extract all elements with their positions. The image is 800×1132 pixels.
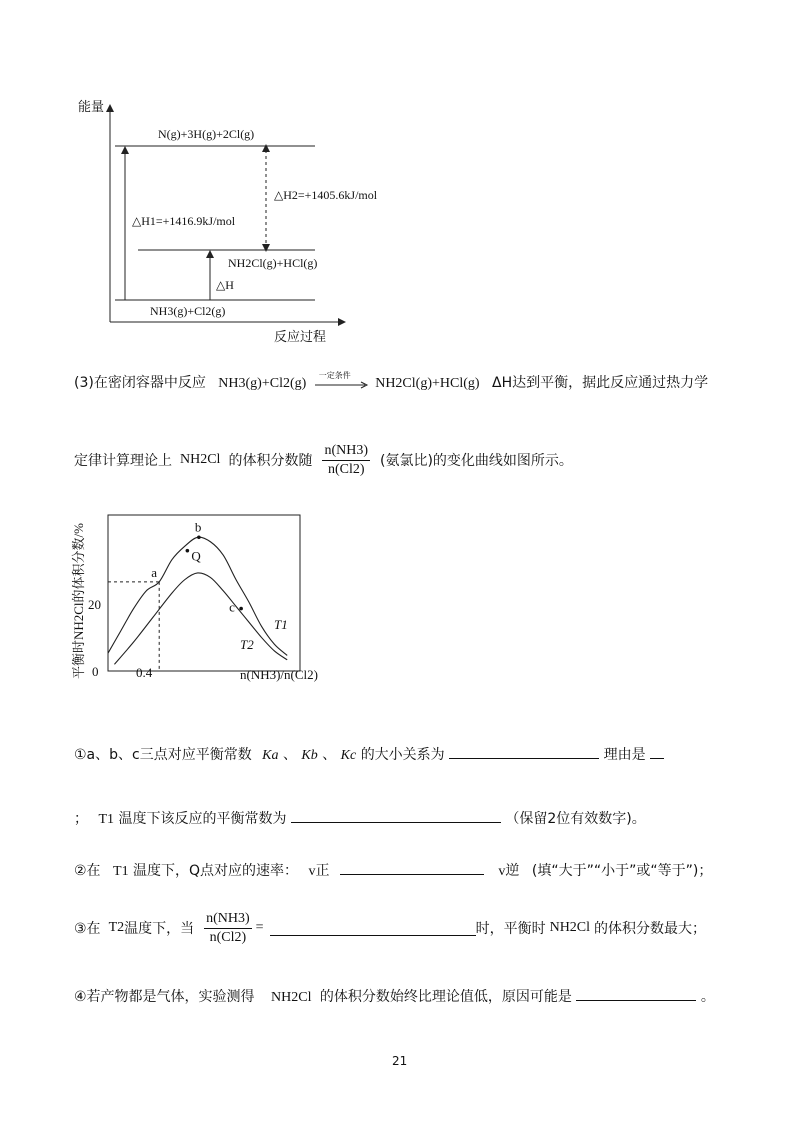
species-nh2cl: NH2Cl: [180, 452, 221, 467]
item3-equals: =: [255, 920, 264, 935]
item1b-suffix: （保留2位有效数字)。: [505, 811, 646, 827]
chart-x-tick-0-4: 0.4: [136, 665, 153, 680]
item4-prefix: ④若产物都是气体，实验测得: [74, 989, 255, 1005]
answer-blank-k-value[interactable]: [291, 808, 501, 823]
ammonia-chlorine-ratio: [322, 443, 370, 478]
item1-reason: 理由是: [603, 747, 646, 763]
q3-line2-mid: 的体积分数随: [228, 453, 313, 469]
point-label-q: Q: [191, 548, 201, 564]
ka-symbol: Ka: [262, 748, 279, 763]
item1b: [74, 808, 646, 828]
q3-line1-suffix: ΔH达到平衡，据此反应通过热力学: [492, 375, 709, 391]
item2-text: 温度下，Q点对应的速率：: [133, 863, 299, 879]
v-reverse-symbol: v逆: [498, 864, 520, 879]
point-b: [197, 535, 201, 539]
item3-text: 温度下，当: [124, 921, 195, 937]
item1: [74, 744, 664, 764]
answer-blank-ratio[interactable]: [270, 921, 476, 936]
dh2-label: △H2=+1405.6kJ/mol: [274, 188, 378, 202]
point-label-a: a: [151, 564, 157, 580]
item1b-semicolon: ；: [74, 811, 88, 827]
reaction-arrow: [311, 371, 371, 392]
point-label-b: b: [194, 519, 202, 535]
item3-t2-symbol: T2: [108, 920, 125, 935]
chart-y-tick-20: 20: [88, 597, 101, 612]
answer-blank-rate[interactable]: [340, 860, 484, 875]
answer-blank-reason[interactable]: [650, 744, 664, 759]
reaction-left: NH3(g)+Cl2(g): [218, 376, 307, 391]
item1-prefix: ①a、b、c三点对应平衡常数: [74, 747, 252, 763]
point-c: [239, 607, 243, 611]
v-forward-symbol: v正: [308, 864, 330, 879]
point-label-c: c: [229, 599, 235, 615]
item1-mid: 的大小关系为: [360, 747, 445, 763]
item3-ratio: [204, 911, 252, 946]
item2: [74, 860, 712, 880]
point-q: [186, 549, 190, 553]
q3-line1-prefix: (3)在密闭容器中反应: [74, 375, 206, 391]
curve-label-t1: T1: [274, 617, 288, 632]
ratio-numerator: n(NH3): [322, 443, 370, 461]
dh1-label: △H1=+1416.9kJ/mol: [132, 214, 236, 228]
item3-end: 的体积分数最大；: [594, 921, 707, 937]
sep2: 、: [322, 747, 337, 763]
chart-x-label: n(NH3)/n(Cl2): [240, 667, 318, 682]
item1b-text: 温度下该反应的平衡常数为: [118, 811, 287, 827]
sep1: 、: [282, 747, 297, 763]
item3-prefix: ③在: [74, 921, 101, 937]
series-line-t2: [114, 573, 287, 664]
reaction-progress-label: 反应过程: [274, 330, 327, 345]
item3: [74, 900, 706, 956]
item3-ratio-denominator: n(Cl2): [209, 929, 247, 945]
item4-text: 的体积分数始终比理论值低，原因可能是: [319, 989, 572, 1005]
item2-t1-symbol: T1: [113, 864, 129, 879]
level-mid-label: NH2Cl(g)+HCl(g): [228, 256, 318, 270]
level-top-label: N(g)+3H(g)+2Cl(g): [158, 127, 255, 141]
item2-suffix: (填“大于”“小于”或“等于”)；: [531, 863, 713, 879]
q3-line1: [74, 372, 708, 392]
energy-axis-label: 能量: [78, 100, 105, 115]
page-number: 21: [392, 1054, 408, 1068]
curve-label-t2: T2: [240, 637, 254, 652]
level-bottom-label: NH3(g)+Cl2(g): [150, 304, 226, 318]
equilibrium-chart: [70, 505, 318, 705]
item4-end: 。: [700, 989, 715, 1005]
item2-prefix: ②在: [74, 863, 101, 879]
q3-line2-prefix: 定律计算理论上: [74, 453, 172, 469]
item3-suffix: 时，平衡时: [475, 921, 546, 937]
item4: [74, 986, 715, 1006]
item3-ratio-numerator: n(NH3): [204, 911, 252, 929]
item3-species: NH2Cl: [549, 920, 591, 935]
answer-blank-k-order[interactable]: [449, 744, 599, 759]
dh-label: △H: [216, 278, 234, 292]
kb-symbol: Kb: [301, 748, 318, 763]
q3-line2-suffix: (氨氯比)的变化曲线如图所示。: [380, 453, 573, 469]
q3-line2: [74, 440, 573, 480]
item4-species: NH2Cl: [271, 990, 312, 1005]
energy-diagram: [70, 90, 378, 350]
chart-y-label: 平衡时NH2Cl的体积分数/%: [71, 523, 86, 680]
ratio-denominator: n(Cl2): [327, 461, 365, 477]
reaction-right: NH2Cl(g)+HCl(g): [375, 376, 480, 391]
chart-origin-label: 0: [92, 664, 99, 679]
answer-blank-cause[interactable]: [576, 986, 696, 1001]
t1-symbol: T1: [98, 812, 115, 827]
reaction-condition: 一定条件: [318, 371, 351, 380]
kc-symbol: Kc: [340, 748, 357, 763]
